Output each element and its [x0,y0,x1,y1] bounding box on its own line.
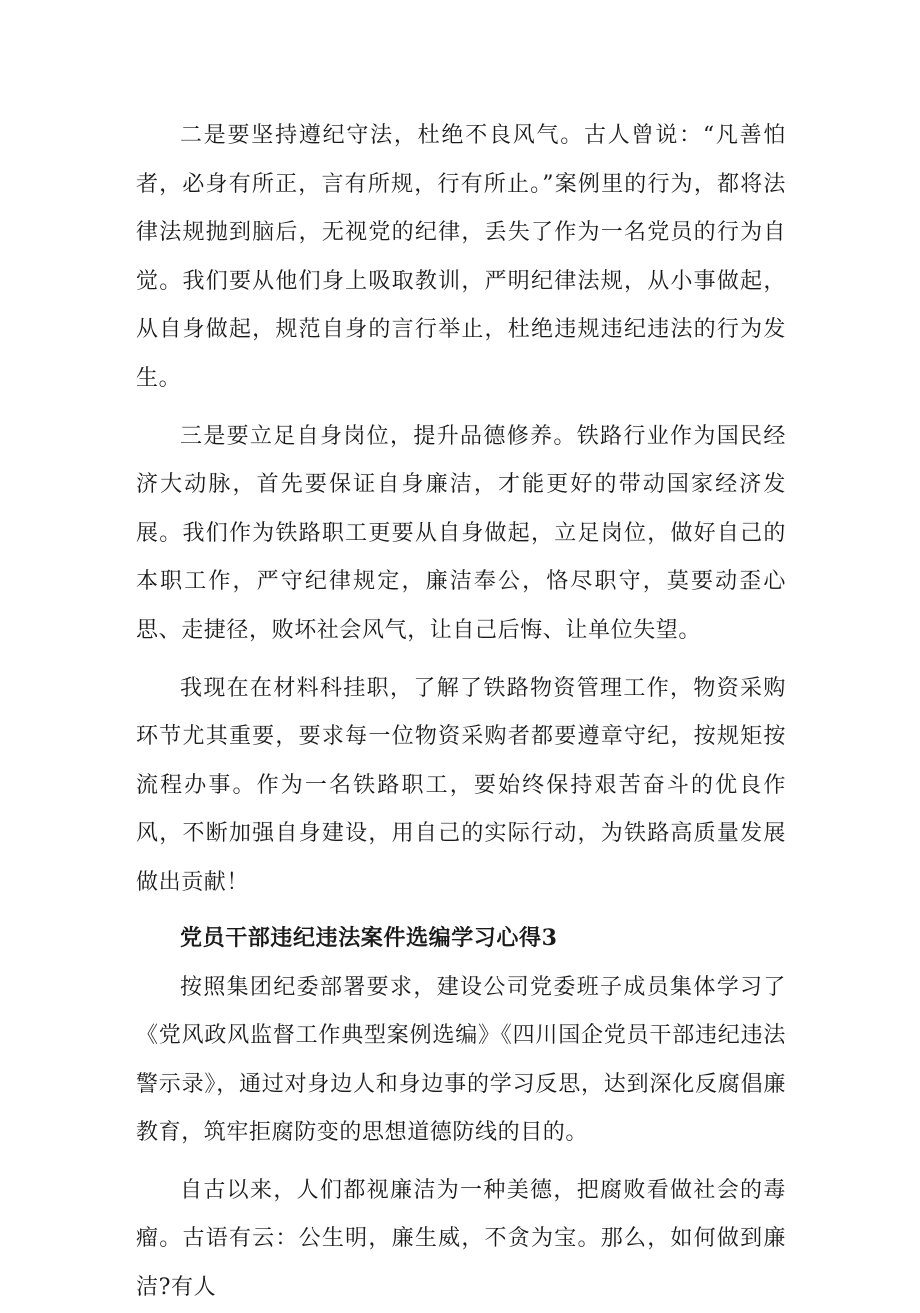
paragraph-study-intro: 按照集团纪委部署要求，建设公司党委班子成员集体学习了《党风政风监督工作典型案例选编》《四川国企党员干部违纪违法警示录》，通过对身边人和身边事的学习反思，达到深化反腐倡廉教育，筑牢拒腐防变的思想道德防线的目的。 [136,974,786,1146]
paragraph-discipline: 二是要坚持遵纪守法，杜绝不良风气。古人曾说：“凡善怕者，必身有所正，言有所规，行有所止。”案例里的行为，都将法律法规抛到脑后，无视党的纪律，丢失了作为一名党员的行为自觉。我们要从他们身上吸取教训，严明纪律法规，从小事做起，从自身做起，规范自身的言行举止，杜绝违规违纪违法的行为发生。 [136,123,786,391]
paragraph-personal-experience: 我现在在材料科挂职，了解了铁路物资管理工作，物资采购环节尤其重要，要求每一位物资采购者都要遵章守纪，按规矩按流程办事。作为一名铁路职工，要始终保持艰苦奋斗的优良作风，不断加强自身建设，用自己的实际行动，为铁路高质量发展做出贡献！ [136,675,786,895]
document-page [136,112,786,1313]
section-heading: 党员干部违纪违法案件选编学习心得3 [180,924,558,951]
paragraph-integrity: 三是要立足自身岗位，提升品德修养。铁路行业作为国民经济大动脉，首先要保证自身廉洁，才能更好的带动国家经济发展。我们作为铁路职工更要从自身做起，立足岗位，做好自己的本职工作，严守纪律规定，廉洁奉公，恪尽职守，莫要动歪心思、走捷径，败坏社会风气，让自己后悔、让单位失望。 [136,423,786,643]
paragraph-integrity-virtue: 自古以来，人们都视廉洁为一种美德，把腐败看做社会的毒瘤。古语有云：公生明，廉生威，不贪为宝。那么，如何做到廉洁?有人 [136,1177,786,1301]
